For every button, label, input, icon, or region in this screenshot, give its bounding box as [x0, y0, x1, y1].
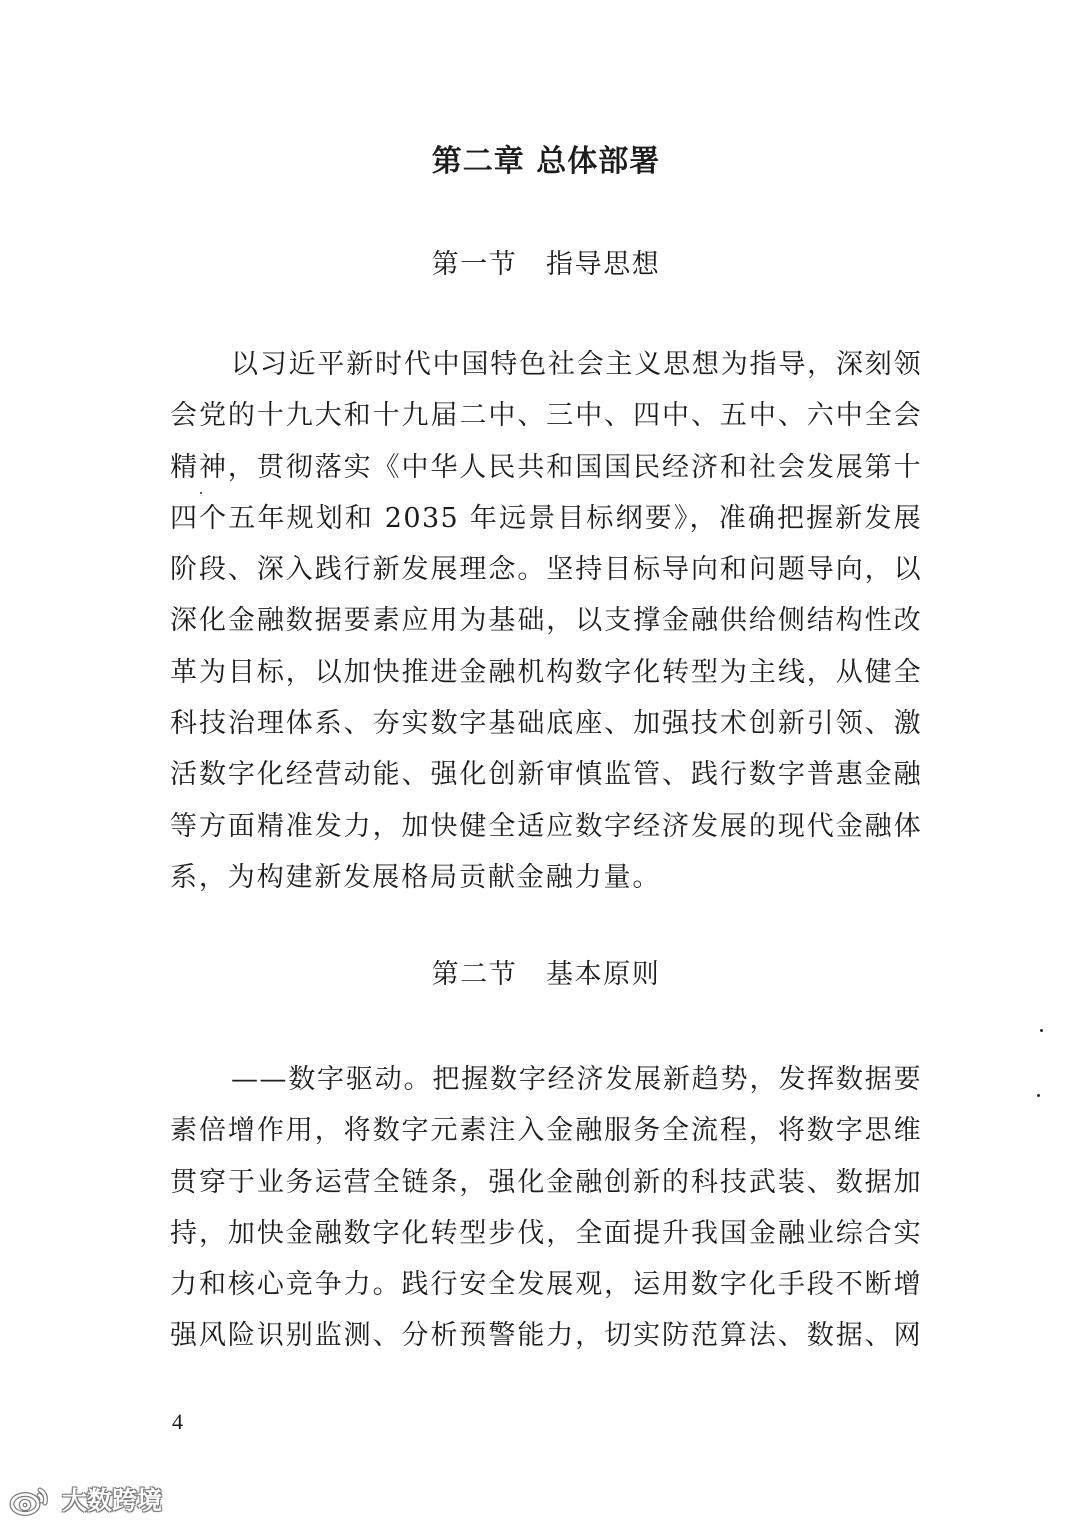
paragraph-line: 会党的十九大和十九届二中、三中、四中、五中、六中全会 [170, 400, 922, 432]
paragraph-line: 阶段、深入践行新发展理念。坚持目标导向和问题导向，以 [170, 554, 922, 586]
paragraph-line: 四个五年规划和 2035 年远景目标纲要》，准确把握新发展 [170, 502, 922, 534]
paragraph-line: 革为目标，以加快推进金融机构数字化转型为主线，从健全 [170, 656, 922, 688]
chapter-title: 第二章 总体部署 [431, 144, 661, 179]
paragraph-basic-principles [170, 1054, 922, 1362]
paragraph-line: 强风险识别监测、分析预警能力，切实防范算法、数据、网 [170, 1320, 922, 1352]
watermark-text: 大数跨境 [62, 1486, 163, 1515]
paragraph-line: 科技治理体系、夯实数字基础底座、加强技术创新引领、激 [170, 708, 922, 740]
section-heading-guiding-thought: 第一节 指导思想 [431, 249, 661, 280]
paragraph-line: 以习近平新时代中国特色社会主义思想为指导，深刻领 [231, 349, 922, 380]
paragraph-line: 精神，贯彻落实《中华人民共和国国民经济和社会发展第十 [170, 451, 922, 483]
paragraph-line: ——数字驱动。把握数字经济发展新趋势，发挥数据要 [231, 1064, 922, 1095]
paragraph-line: 力和核心竞争力。践行安全发展观，运用数字化手段不断增 [170, 1269, 922, 1301]
scan-speck [1037, 1094, 1040, 1097]
paragraph-line: 活数字化经营动能、强化创新审慎监管、践行数字普惠金融 [170, 759, 922, 791]
paragraph-line: 深化金融数据要素应用为基础，以支撑金融供给侧结构性改 [170, 605, 922, 637]
paragraph-guiding-thought [170, 339, 922, 903]
section-heading-basic-principles: 第二节 基本原则 [431, 959, 661, 990]
scan-speck [1040, 1029, 1043, 1032]
page-number: 4 [172, 1409, 183, 1434]
paragraph-line: 持，加快金融数字化转型步伐，全面提升我国金融业综合实 [170, 1217, 922, 1249]
paragraph-line: 系，为构建新发展格局贡献金融力量。 [170, 861, 662, 893]
paragraph-line: 素倍增作用，将数字元素注入金融服务全流程，将数字思维 [170, 1115, 922, 1147]
paragraph-line: 等方面精准发力，加快健全适应数字经济发展的现代金融体 [170, 810, 922, 842]
scan-speck [200, 492, 202, 494]
paragraph-line: 贯穿于业务运营全链条，强化金融创新的科技武装、数据加 [170, 1166, 922, 1198]
watermark-logo-icon [6, 1485, 56, 1517]
watermark [6, 1485, 176, 1517]
